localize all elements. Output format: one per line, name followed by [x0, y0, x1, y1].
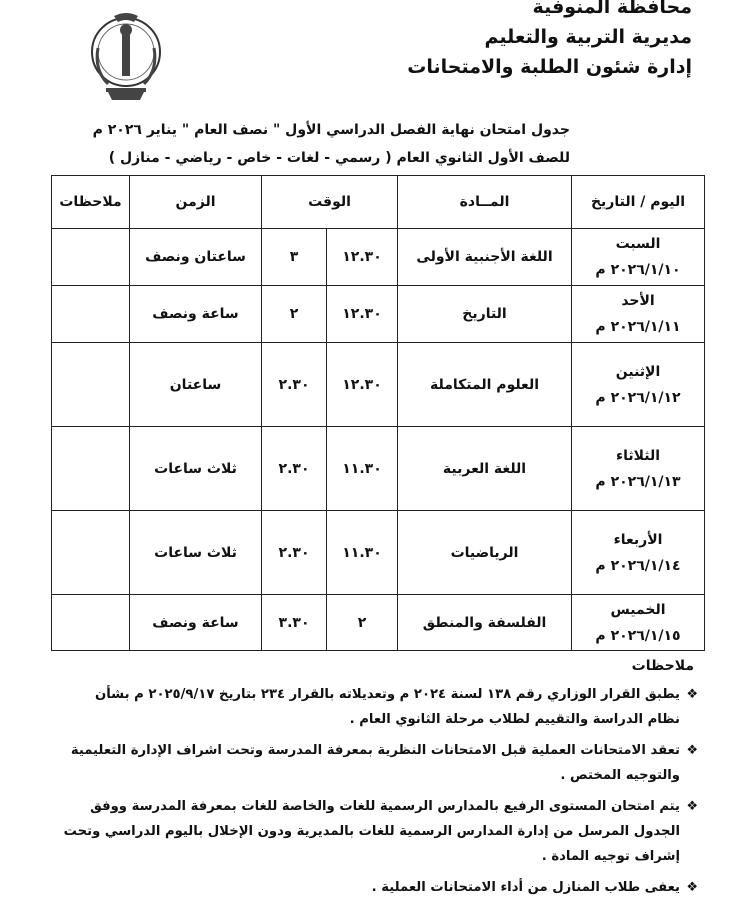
- list-item: [58, 738, 698, 788]
- duration-cell: ثلاث ساعات: [130, 427, 262, 511]
- exam-schedule-table: [51, 175, 705, 651]
- day-name: الخميس: [610, 601, 666, 618]
- list-item: [58, 794, 698, 869]
- bullet-icon: ❖: [686, 687, 698, 702]
- note-text: تعقد الامتحانات العملية قبل الامتحانات النظرية بمعرفة المدرسة وتحت اشراف الإدارة التعليمية والتوجيه المختص .: [70, 743, 680, 783]
- table-row: [52, 427, 705, 511]
- duration-cell: ساعتان: [130, 343, 262, 427]
- notes-cell: [52, 286, 130, 343]
- end-time-cell: ٢: [262, 286, 327, 343]
- bullet-icon: ❖: [686, 799, 698, 814]
- bullet-icon: ❖: [686, 743, 698, 758]
- department-name: إدارة شئون الطلبة والامتحانات: [407, 56, 692, 78]
- subject-cell: الفلسفة والمنطق: [398, 595, 572, 651]
- header-time: الوقت: [262, 176, 398, 229]
- end-time-cell: ٣.٣٠: [262, 595, 327, 651]
- duration-cell: ساعة ونصف: [130, 595, 262, 651]
- day-date-cell: [572, 229, 705, 286]
- table-row: [52, 511, 705, 595]
- duration-cell: ساعة ونصف: [130, 286, 262, 343]
- duration-cell: ثلاث ساعات: [130, 511, 262, 595]
- note-text: يتم امتحان المستوى الرفيع بالمدارس الرسمية للغات والخاصة للغات بمعرفة المدرسة ووفق الجدول المرسل من إدارة المدارس الرسمية للغات بالمديرية ودون الإخلال باليوم الدراسي وتحت إشراف توجيه المادة .: [63, 799, 680, 864]
- list-item: [58, 875, 698, 900]
- start-time-cell: ١٢.٣٠: [327, 286, 398, 343]
- table-row: [52, 343, 705, 427]
- exam-date: ٢٠٢٦/١/١٤ م: [595, 557, 681, 574]
- header-duration: الزمن: [130, 176, 262, 229]
- schedule-subtitle: للصف الأول الثانوي العام ( رسمي - لغات - خاص - رياضي - منازل ): [108, 150, 570, 166]
- start-time-cell: ٢: [327, 595, 398, 651]
- note-text: يطبق القرار الوزاري رقم ١٣٨ لسنة ٢٠٢٤ م وتعديلاته بالقرار ٢٣٤ بتاريخ ٢٠٢٥/٩/١٧ م بشأن نظام الدراسة والتقييم لطلاب مرحلة الثانوي العام .: [94, 687, 680, 727]
- start-time-cell: ١١.٣٠: [327, 511, 398, 595]
- table-row: [52, 595, 705, 651]
- subject-cell: العلوم المتكاملة: [398, 343, 572, 427]
- exam-date: ٢٠٢٦/١/١٢ م: [595, 389, 681, 406]
- day-date-cell: [572, 595, 705, 651]
- day-name: الأحد: [621, 293, 655, 309]
- table-row: [52, 286, 705, 343]
- day-name: الثلاثاء: [615, 447, 661, 464]
- end-time-cell: ٢.٣٠: [262, 511, 327, 595]
- day-date-cell: [572, 427, 705, 511]
- header-notes: ملاحظات: [52, 176, 130, 229]
- day-name: السبت: [615, 236, 661, 252]
- notes-cell: [52, 427, 130, 511]
- start-time-cell: ١٢.٣٠: [327, 229, 398, 286]
- end-time-cell: ٢.٣٠: [262, 343, 327, 427]
- header-day-date: اليوم / التاريخ: [572, 176, 705, 229]
- end-time-cell: ٢.٣٠: [262, 427, 327, 511]
- notes-cell: [52, 511, 130, 595]
- start-time-cell: ١٢.٣٠: [327, 343, 398, 427]
- notes-list: [58, 682, 698, 906]
- governorate-name: محافظة المنوفية: [532, 0, 692, 18]
- issuer-header: [332, 0, 692, 82]
- subject-cell: اللغة العربية: [398, 427, 572, 511]
- governorate-emblem-icon: [84, 8, 168, 104]
- notes-cell: [52, 595, 130, 651]
- notes-cell: [52, 229, 130, 286]
- exam-date: ٢٠٢٦/١/١٣ م: [595, 473, 681, 490]
- bullet-icon: ❖: [686, 880, 698, 895]
- day-date-cell: [572, 511, 705, 595]
- notes-heading: ملاحظات: [631, 658, 694, 674]
- subject-cell: التاريخ: [398, 286, 572, 343]
- subject-cell: الرياضيات: [398, 511, 572, 595]
- day-name: الإثنين: [615, 363, 661, 380]
- start-time-cell: ١١.٣٠: [327, 427, 398, 511]
- exam-date: ٢٠٢٦/١/١١ م: [595, 319, 681, 335]
- header-subject: المــادة: [398, 176, 572, 229]
- list-item: [58, 682, 698, 732]
- end-time-cell: ٣: [262, 229, 327, 286]
- exam-date: ٢٠٢٦/١/١٥ م: [595, 627, 681, 644]
- table-row: [52, 229, 705, 286]
- day-date-cell: [572, 286, 705, 343]
- day-date-cell: [572, 343, 705, 427]
- note-text: يعفى طلاب المنازل من أداء الامتحانات العملية .: [371, 880, 680, 895]
- notes-cell: [52, 343, 130, 427]
- day-name: الأربعاء: [613, 531, 663, 548]
- table-header-row: [52, 176, 705, 229]
- schedule-title: جدول امتحان نهاية الفصل الدراسي الأول " نصف العام " يناير ٢٠٢٦ م: [92, 122, 570, 138]
- exam-date: ٢٠٢٦/١/١٠ م: [595, 262, 681, 278]
- duration-cell: ساعتان ونصف: [130, 229, 262, 286]
- subject-cell: اللغة الأجنبية الأولى: [398, 229, 572, 286]
- directorate-name: مديرية التربية والتعليم: [484, 26, 692, 48]
